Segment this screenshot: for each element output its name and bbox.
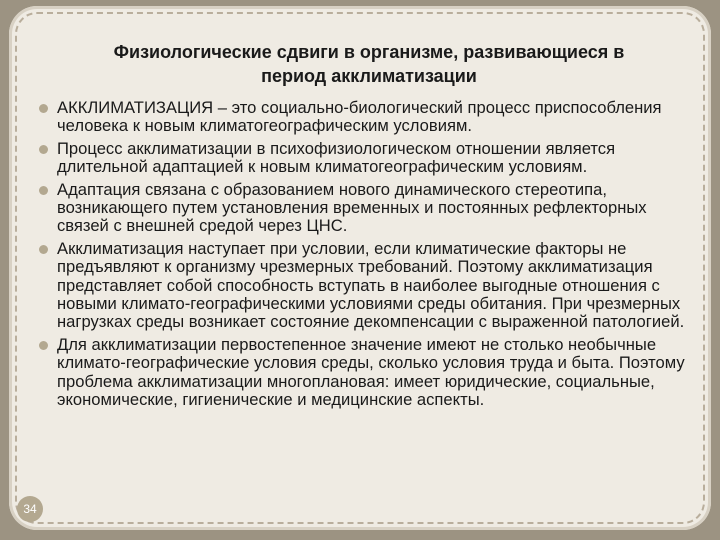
bullet-dot-icon [39, 145, 48, 154]
slide-title [69, 40, 669, 88]
bullet-dot-icon [39, 104, 48, 113]
slide-title-line-1: Физиологические сдвиги в организме, развивающиеся в [113, 42, 625, 62]
bullet-lead: АККЛИМАТИЗАЦИЯ [57, 98, 214, 117]
bullet-item [37, 336, 687, 410]
slide-title-line-2: период акклиматизации [261, 66, 477, 86]
bullet-text: Адаптация связана с образованием нового динамического стереотипа, возникающего путем установления временных и постоянных рефлекторных связей с внешней средой через ЦНС. [57, 179, 647, 236]
bullet-dot-icon [39, 186, 48, 195]
bullet-dot-icon [39, 341, 48, 350]
bullet-item [37, 181, 687, 236]
bullet-text: Акклиматизация наступает при условии, если климатические факторы не предъявляют к организму чрезмерных требований. Поэтому акклиматизация представляет собой способность вступать в наиболее выгодные отношения с новыми климато-географическими условиями среды обитания. При чрезмерных нагрузках среды возникает состояние декомпенсации с выраженной патологией. [57, 238, 685, 332]
bullet-item [37, 240, 687, 332]
bullet-item [37, 140, 687, 177]
page-number-badge: 34 [17, 496, 43, 522]
bullet-text: – это социально-биологический процесс приспособления человека к новым климатогеографическим условиям. [57, 98, 662, 136]
bullet-item [37, 99, 687, 136]
bullet-dot-icon [39, 245, 48, 254]
bullet-text: Для акклиматизации первостепенное значение имеют не столько необычные климато-географические условия среды, сколько условия труда и быта. Поэтому проблема акклиматизации многоплановая: имеет юридические, социальные, экономические, гигиенические и медицинские аспекты. [57, 334, 685, 410]
bullet-text: Процесс акклиматизации в психофизиологическом отношении является длительной адаптацией к новым климатогеографическим условиям. [57, 138, 616, 177]
bullet-list [37, 99, 687, 414]
slide [9, 6, 711, 530]
